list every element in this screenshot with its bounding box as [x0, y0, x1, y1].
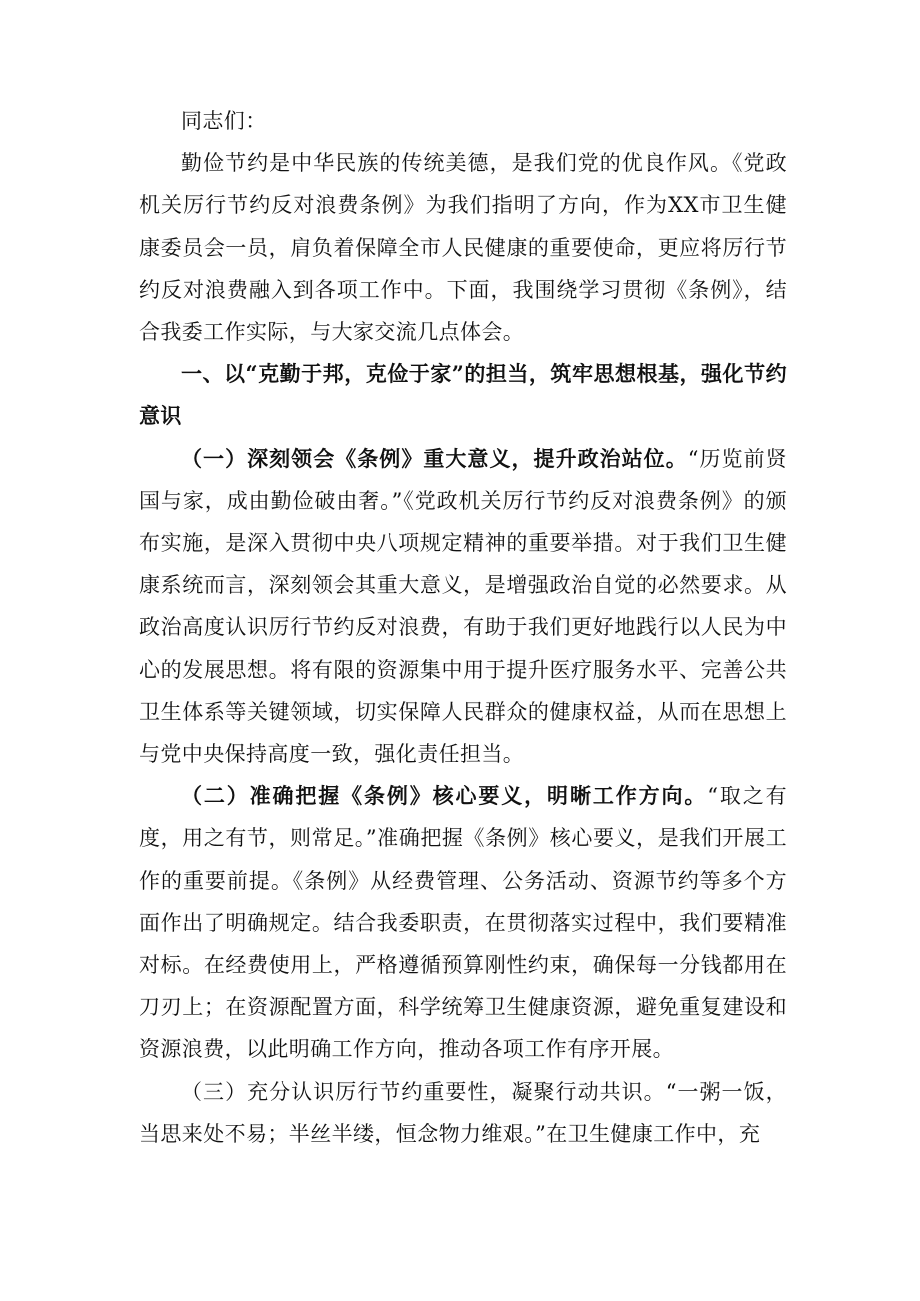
intro-paragraph: 勤俭节约是中华民族的传统美德，是我们党的优良作风。《党政机关厉行节约反对浪费条例》为我们指明了方向，作为XX市卫生健康委员会一员，肩负着保障全市人民健康的重要使命，更应将厉行节约反对浪费融入到各项工作中。下面，我围绕学习贯彻《条例》，结合我委工作实际，与大家交流几点体会。 — [139, 151, 787, 345]
section-1-heading: 一、以“克勤于邦，克俭于家”的担当，筑牢思想根基，强化节约意识 — [139, 361, 787, 429]
item-2-paragraph — [139, 775, 787, 1070]
item-1-paragraph — [139, 438, 787, 776]
item-2-lead: （二）准确把握《条例》核心要义，明晰工作方向。 — [181, 783, 708, 809]
salutation: 同志们： — [181, 109, 267, 133]
item-3-paragraph: （三）充分认识厉行节约重要性，凝聚行动共识。“一粥一饭，当思来处不易；半丝半缕，恒念物力维艰。”在卫生健康工作中，充 — [139, 1079, 787, 1146]
document-body — [139, 100, 787, 1155]
item-1-body: “历览前贤国与家，成由勤俭破由奢。”《党政机关厉行节约反对浪费条例》的颁布实施，是深入贯彻中央八项规定精神的重要举措。对于我们卫生健康系统而言，深刻领会其重大意义，是增强政治自觉的必然要求。从政治高度认识厉行节约反对浪费，有助于我们更好地践行以人民为中心的发展思想。将有限的资源集中用于提升医疗服务水平、完善公共卫生体系等关键领域，切实保障人民群众的健康权益，从而在思想上与党中央保持高度一致，强化责任担当。 — [139, 446, 787, 767]
item-2-body: “取之有度，用之有节，则常足。”准确把握《条例》核心要义，是我们开展工作的重要前提。《条例》从经费管理、公务活动、资源节约等多个方面作出了明确规定。结合我委职责，在贯彻落实过程中，我们要精准对标。在经费使用上，严格遵循预算刚性约束，确保每一分钱都用在刀刃上；在资源配置方面，科学统筹卫生健康资源，避免重复建设和资源浪费，以此明确工作方向，推动各项工作有序开展。 — [139, 784, 787, 1062]
item-1-lead: （一）深刻领会《条例》重大意义，提升政治站位。 — [181, 445, 688, 471]
